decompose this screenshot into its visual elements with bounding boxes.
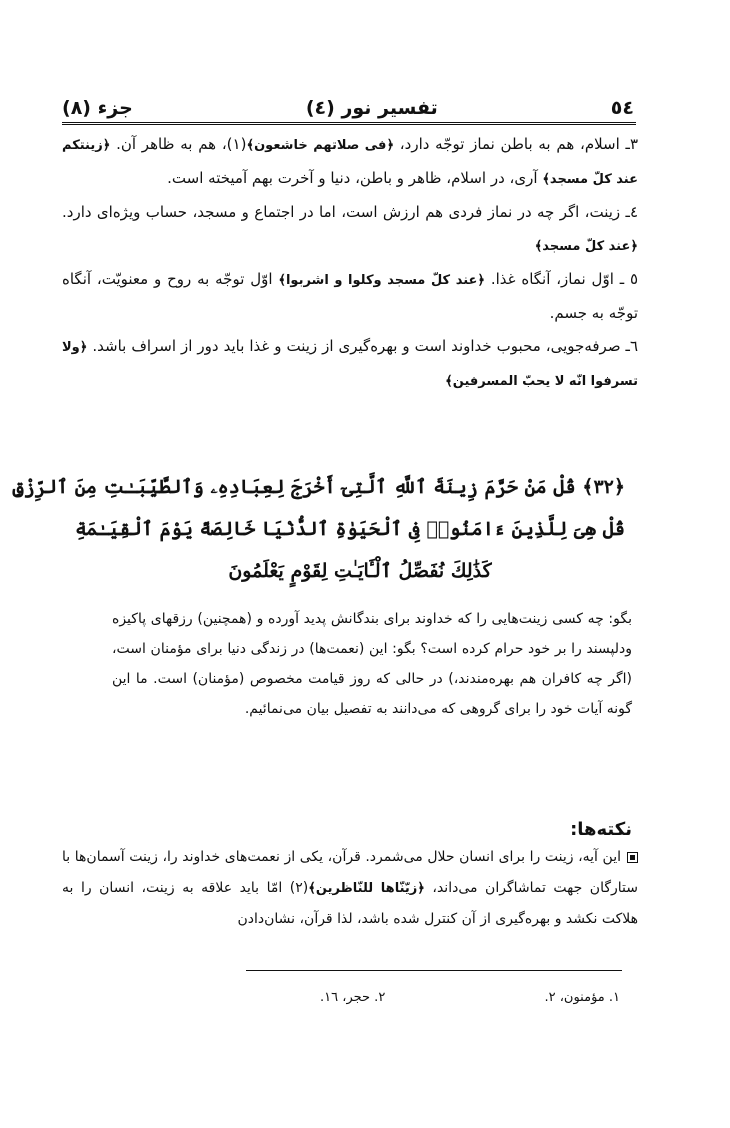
page-number: ٥٤ [610,97,634,119]
header-divider [62,122,636,125]
square-bullet-icon [627,852,638,863]
point-3: ٣ـ اسلام، هم به باطن نماز توجّه دارد، ﴿فی صلاتهم خاشعون﴾(١)، هم به ظاهر آن. ﴿زینتکم عند کلّ مسجد﴾ آری، در اسلام، ظاهر و باطن، دنیا و آخرت بهم آمیخته است. [62,135,638,187]
footnote-1: ١. مؤمنون، ٢. [544,990,620,1005]
verse-line-3: كَذَٰلِكَ نُفَصِّلُ ٱلْـَٔايَـٰتِ لِقَوْمٍ يَعْلَمُونَ [228,560,492,582]
book-title: تفسیر نور (٤) [305,97,438,119]
quran-quote: ﴿زیّنّاها للنّاظرین﴾ [308,881,425,896]
quran-verse [12,466,625,592]
translation-text: بگو: چه کسی زینت‌هایی را که خداوند برای بندگانش پدید آورده و (همچنین) رزقهای پاکیزه ودلپسند را بر خود حرام کرده است؟ بگو: این (نعمت‌ها) در زندگی دنیا برای مؤمنان است، (اگر چه کافران هم بهره‌مندند،) در حالی که روز قیامت مخصوص (مؤمنان) است. ما این گونه آیات خود را برای گروهی که می‌دانند به تفصیل بیان می‌نمائیم. [112,611,632,717]
quran-quote: ﴿عند کلّ مسجد وکلوا و اشربوا﴾ [278,273,486,288]
verse-translation [112,604,632,724]
point-4: ٤ـ زینت، اگر چه در نماز فردی هم ارزش است، اما در اجتماع و مسجد، حساب ویژه‌ای دارد. ﴿عند کلّ مسجد﴾ [62,203,638,254]
points-list [62,128,638,398]
verse-line-1: ﴿٣٢﴾ قُلْ مَنْ حَرَّمَ زِينَةَ ٱللَّهِ ٱلَّتِىٓ أَخْرَجَ لِعِبَادِهِۦ وَٱلطَّيِّبَـٰتِ مِنَ ٱلرِّزْقِ [12,476,625,498]
point-5: ٥ ـ اوّل نماز، آنگاه غذا. ﴿عند کلّ مسجد وکلوا و اشربوا﴾ اوّل توجّه به روح و معنویّت، آنگاه توجّه به جسم. [62,270,638,322]
note-1: این آیه، زینت را برای انسان حلال می‌شمرد. قرآن، یکی از نعمت‌های خداوند را، زینت آسمان‌ها با ستارگان جهت تماشاگران می‌داند، ﴿زیّنّاها للنّاظرین﴾(٢) امّا باید علاقه به زینت، انسان را به هلاکت نکشد و بهره‌گیری از آن کنترل شده باشد، لذا قرآن، نشان‌دادن [62,849,638,927]
quran-quote: ﴿عند کلّ مسجد﴾ [534,239,638,254]
footnote-2: ٢. حجر، ١٦. [320,990,386,1005]
footnote-divider [246,970,622,971]
verse-line-2: قُلْ هِىَ لِلَّذِينَ ءَامَنُوا۟ فِى ٱلْحَيَوٰةِ ٱلدُّنْيَا خَالِصَةً يَوْمَ ٱلْقِيَـٰمَةِ [75,518,625,540]
notes-heading: نکته‌ها: [570,819,632,840]
quran-quote: ﴿ولا تسرفوا انّه لا یحبّ المسرفین﴾ [62,340,638,389]
quran-quote: ﴿زینتکم عند کلّ مسجد﴾ [62,138,638,187]
section-label: جزء (٨) [62,97,133,119]
quran-quote: ﴿فی صلاتهم خاشعون﴾ [246,138,395,153]
page-header [62,84,634,122]
point-6: ٦ـ صرفه‌جویی، محبوب خداوند است و بهره‌گیری از زینت و غذا باید دور از اسراف باشد. ﴿ولا تسرفوا انّه لا یحبّ المسرفین﴾ [62,337,638,389]
footnotes [320,988,620,1008]
notes-body [62,842,638,935]
